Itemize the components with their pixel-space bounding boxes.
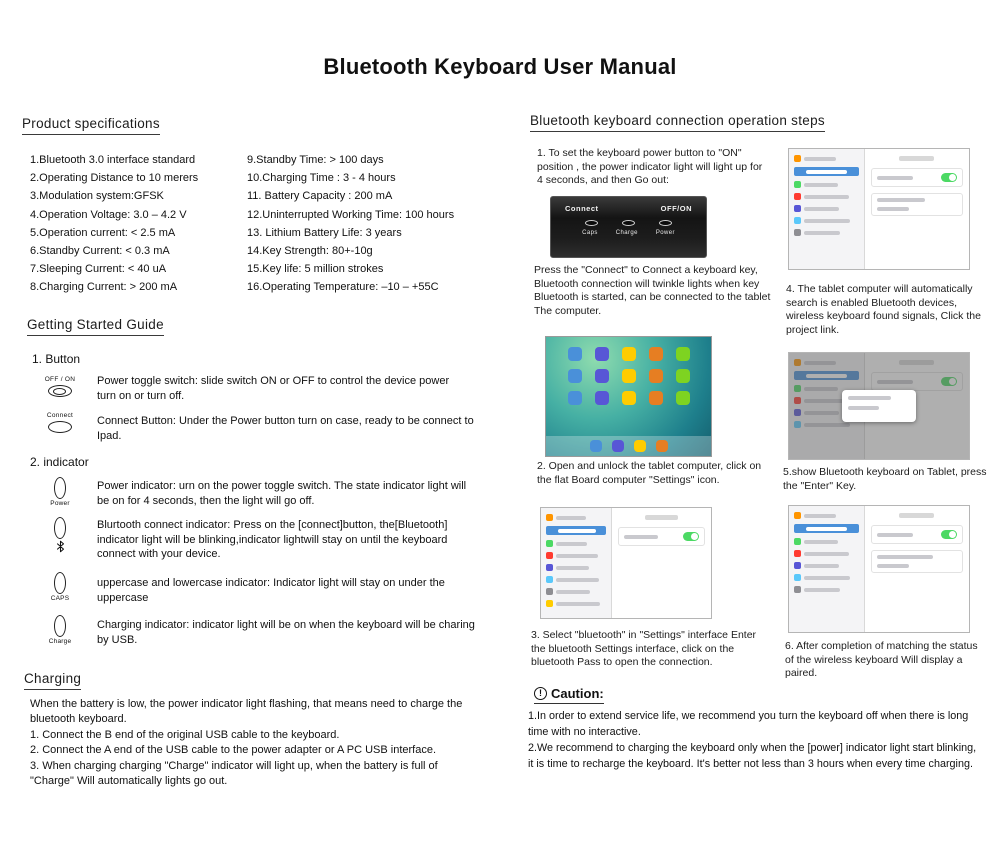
bluetooth-toggle-row	[871, 168, 963, 187]
mock-list-row	[794, 217, 859, 224]
step2-text: 2. Open and unlock the tablet computer, click on the flat Board computer "Settings" icon.	[537, 460, 762, 486]
bluetooth-toggle-row	[618, 527, 705, 546]
mock-setting-icon	[796, 168, 803, 175]
step4-text: 4. The tablet computer will automatically search is enabled Bluetooth devices, wireless keyboard found signals, Click the project link.	[786, 283, 981, 336]
home-app-icon	[656, 440, 668, 452]
home-app-icon	[595, 369, 609, 383]
mock-text-bar	[804, 195, 849, 199]
spec-item: 14.Key Strength: 80+-10g	[247, 245, 373, 258]
bluetooth-icon	[56, 540, 65, 553]
caution-paragraph: 1.In order to extend service life, we recommend you turn the keyboard off when there is long time with no interactive.	[528, 710, 969, 738]
panel-title-bar	[645, 515, 678, 520]
mock-text-bar	[804, 157, 836, 161]
mock-list-row	[794, 155, 859, 162]
spec-item: 3.Modulation system:GFSK	[30, 190, 164, 203]
mock-setting-icon	[548, 527, 555, 534]
charge-indicator-icon	[36, 615, 84, 645]
spec-item: 11. Battery Capacity : 200 mA	[247, 190, 393, 203]
mock-list-row	[546, 576, 606, 583]
power-toggle-icon-label: OFF / ON	[44, 376, 76, 383]
charging-paragraph: 1. Connect the B end of the original USB cable to the keyboard.	[30, 728, 340, 741]
mock-text-bar	[804, 588, 840, 592]
mock-text-bar	[877, 176, 913, 180]
mock-list-row	[794, 550, 859, 557]
mock-setting-icon	[794, 512, 801, 519]
spec-item: 4.Operation Voltage: 3.0 – 4.2 V	[30, 208, 187, 221]
step4-settings-screenshot	[788, 148, 970, 270]
mock-setting-icon	[794, 562, 801, 569]
mock-text-bar	[804, 514, 836, 518]
mock-text-bar	[556, 602, 600, 606]
led-window-icon	[54, 615, 66, 637]
mock-list-row	[794, 205, 859, 212]
home-app-icon	[649, 369, 663, 383]
spec-list-right	[247, 151, 485, 297]
mock-setting-icon	[794, 155, 801, 162]
pairing-dialog	[842, 390, 916, 422]
home-app-icon	[568, 391, 582, 405]
mock-text-bar	[624, 535, 658, 539]
mock-list-row	[794, 229, 859, 236]
spec-item: 7.Sleeping Current: < 40 uA	[30, 263, 167, 276]
spec-item: 5.Operation current: < 2.5 mA	[30, 226, 176, 239]
mock-text-bar	[556, 554, 598, 558]
mock-setting-icon	[794, 550, 801, 557]
spec-item: 8.Charging Current: > 200 mA	[30, 281, 178, 294]
bluetooth-indicator-icon	[36, 517, 84, 553]
settings-sidebar	[789, 149, 865, 269]
keyboard-buttons-photo	[550, 196, 707, 258]
keyboard-power-label: Power	[655, 230, 675, 236]
mock-setting-icon	[546, 552, 553, 559]
step6-paired-screenshot	[788, 505, 970, 633]
mock-text-bar	[804, 207, 839, 211]
spec-item: 16.Operating Temperature: –10 – +55C	[247, 281, 439, 294]
mock-list-row	[794, 193, 859, 200]
panel-title-bar	[899, 513, 934, 518]
caution-body	[528, 708, 984, 772]
devices-list	[871, 550, 963, 573]
home-app-icon	[595, 391, 609, 405]
spec-item: 12.Uninterrupted Working Time: 100 hours	[247, 208, 455, 221]
caps-indicator-label: CAPS	[50, 595, 70, 602]
mock-text-bar	[877, 207, 909, 211]
step1-text: 1. To set the keyboard power button to "ON" position , the power indicator light will light up for 4 seconds, and then Go out:	[537, 147, 763, 187]
mock-list-row	[546, 588, 606, 595]
mock-text-bar	[804, 576, 850, 580]
mock-setting-icon	[794, 217, 801, 224]
mock-setting-icon	[794, 229, 801, 236]
mock-setting-icon	[794, 181, 801, 188]
toggle-on	[683, 532, 699, 541]
home-app-icon	[622, 391, 636, 405]
caps-indicator-description: uppercase and lowercase indicator: Indicator light will stay on under the uppercase	[97, 577, 445, 604]
mock-text-bar	[806, 170, 847, 174]
mock-setting-icon	[794, 193, 801, 200]
step5-text: 5.show Bluetooth keyboard on Tablet, press the "Enter" Key.	[783, 466, 987, 492]
mock-list-row	[546, 540, 606, 547]
mock-text-bar	[848, 406, 879, 410]
mock-setting-icon	[546, 540, 553, 547]
mock-list-row	[794, 181, 859, 188]
keyboard-top-row	[551, 197, 706, 213]
step6-text: 6. After completion of matching the status of the wireless keyboard Will display a paired.	[785, 640, 978, 680]
home-app-icon	[649, 391, 663, 405]
mock-list-row	[546, 514, 606, 521]
bluetooth-toggle-row	[871, 525, 963, 544]
mock-text-bar	[804, 219, 850, 223]
keyboard-led	[585, 220, 598, 226]
mock-text-bar	[877, 198, 925, 202]
step3-settings-screenshot	[540, 507, 712, 619]
mock-list-row	[546, 526, 606, 535]
keyboard-label-row	[551, 230, 706, 236]
connect-button-icon	[36, 412, 84, 433]
section-heading-getting-started: Getting Started Guide	[27, 317, 164, 336]
mock-text-bar	[804, 564, 839, 568]
indicator-section-label: 2. indicator	[30, 455, 89, 469]
mock-text-bar	[556, 566, 589, 570]
mock-text-bar	[804, 540, 838, 544]
caps-indicator-icon	[36, 572, 84, 602]
mock-list-row	[794, 586, 859, 593]
mock-text-bar	[556, 542, 587, 546]
mock-list-row	[546, 564, 606, 571]
toggle-on	[941, 530, 957, 539]
led-window-icon	[54, 572, 66, 594]
connect-button-description: Connect Button: Under the Power button turn on case, ready to be connect to Ipad.	[97, 415, 474, 442]
home-app-icon	[568, 369, 582, 383]
mock-text-bar	[804, 231, 840, 235]
mock-text-bar	[556, 516, 586, 520]
keyboard-offon-label: OFF/ON	[660, 204, 692, 213]
settings-main-panel	[865, 149, 969, 269]
home-app-icon	[649, 347, 663, 361]
power-indicator-label: Power	[50, 500, 70, 507]
led-window-icon	[54, 517, 66, 539]
mock-setting-icon	[794, 586, 801, 593]
charging-paragraph: When the battery is low, the power indicator light flashing, that means need to charge the bluetooth keyboard.	[30, 698, 463, 726]
spec-item: 2.Operating Distance to 10 merers	[30, 172, 199, 185]
mock-list-row	[794, 538, 859, 545]
charging-paragraph: 2. Connect the A end of the USB cable to the power adapter or A PC USB interface.	[30, 744, 437, 757]
section-heading-charging: Charging	[24, 671, 81, 690]
connect-icon-label: Connect	[46, 412, 74, 419]
spec-item: 10.Charging Time : 3 - 4 hours	[247, 172, 396, 185]
charge-indicator-description: Charging indicator: indicator light will be on when the keyboard will be charing by USB.	[97, 619, 475, 646]
page-title: Bluetooth Keyboard User Manual	[323, 54, 677, 79]
settings-main-panel	[865, 506, 969, 632]
power-toggle-description: Power toggle switch: slide switch ON or OFF to control the device power turn on or turn off.	[97, 375, 450, 402]
home-app-icon	[622, 369, 636, 383]
power-indicator-icon	[36, 477, 84, 507]
step2-home-screenshot	[545, 336, 712, 457]
mock-text-bar	[558, 529, 596, 533]
home-dock	[546, 436, 711, 456]
charge-indicator-label: Charge	[48, 638, 72, 645]
charging-instructions	[30, 697, 477, 789]
home-app-icon	[590, 440, 602, 452]
spec-item: 9.Standby Time: > 100 days	[247, 154, 384, 166]
toggle-switch-oval-icon	[48, 385, 72, 397]
mock-setting-icon	[796, 525, 803, 532]
home-app-icon	[634, 440, 646, 452]
mock-text-bar	[848, 396, 891, 400]
mock-setting-icon	[794, 574, 801, 581]
step5-pairing-screenshot	[788, 352, 970, 460]
home-app-icon	[612, 440, 624, 452]
keyboard-led-row	[551, 220, 706, 226]
home-app-icon	[676, 369, 690, 383]
bluetooth-indicator-description: Blurtooth connect indicator: Press on the [connect]button, the[Bluetooth] indicator light will be blinking,indicator lightwill stay on until the keyboard connect with your device.	[97, 519, 448, 561]
keyboard-caps-label: Caps	[582, 230, 598, 236]
home-app-icon	[676, 347, 690, 361]
section-heading-connection-steps: Bluetooth keyboard connection operation steps	[530, 113, 825, 132]
mock-text-bar	[877, 555, 933, 559]
home-app-icon	[595, 347, 609, 361]
charging-paragraph: 3. When charging charging "Charge" indicator will light up, when the battery is full of "Charge" Will automatically lights go out.	[30, 759, 438, 788]
spec-item: 13. Lithium Battery Life: 3 years	[247, 226, 402, 239]
keyboard-charge-label: Charge	[615, 230, 638, 236]
toggle-on	[941, 173, 957, 182]
panel-title-bar	[899, 156, 934, 161]
mock-text-bar	[804, 552, 849, 556]
mock-text-bar	[806, 527, 847, 531]
mock-text-bar	[877, 533, 913, 537]
mock-list-row	[546, 600, 606, 607]
mock-text-bar	[556, 590, 590, 594]
keyboard-led	[659, 220, 672, 226]
spec-item: 15.Key life: 5 million strokes	[247, 263, 384, 276]
mock-list-row	[794, 512, 859, 519]
caution-heading	[534, 686, 604, 704]
spec-list-left	[30, 151, 245, 297]
power-toggle-switch-icon	[36, 376, 84, 397]
home-app-icon	[676, 391, 690, 405]
mock-setting-icon	[546, 576, 553, 583]
power-indicator-description: Power indicator: urn on the power toggle switch. The state indicator light will be on for 4 seconds, then the light will go off.	[97, 480, 467, 507]
caution-paragraph: 2.We recommend to charging the keyboard only when the [power] indicator light start blinking, it is time to recharge the keyboard. It's better not less than 3 hours when every time charging.	[528, 742, 977, 770]
mock-setting-icon	[546, 588, 553, 595]
settings-main-panel	[612, 508, 711, 618]
caution-exclamation-icon: !	[534, 687, 547, 700]
mock-text-bar	[804, 183, 838, 187]
mock-setting-icon	[794, 205, 801, 212]
home-app-grid	[546, 337, 711, 405]
button-section-label: 1. Button	[32, 352, 81, 366]
settings-sidebar	[541, 508, 612, 618]
connect-button-oval-icon	[48, 421, 72, 433]
mock-list-row	[794, 562, 859, 569]
devices-list	[871, 193, 963, 216]
home-app-icon	[622, 347, 636, 361]
section-heading-product-specifications: Product specifications	[22, 116, 160, 135]
home-app-icon	[568, 347, 582, 361]
keyboard-led	[622, 220, 635, 226]
keyboard-connect-label: Connect	[565, 204, 599, 213]
mock-list-row	[794, 167, 859, 176]
mock-list-row	[546, 552, 606, 559]
step1-after-text: Press the "Connect" to Connect a keyboard key, Bluetooth connection will twinkle lights when key Bluetooth is started, can be connected to the tablet The computer.	[534, 264, 771, 317]
step3-text: 3. Select "bluetooth" in "Settings" interface Enter the bluetooth Settings interface, click on the bluetooth Pass to open the connection.	[531, 629, 757, 669]
led-window-icon	[54, 477, 66, 499]
mock-text-bar	[556, 578, 599, 582]
spec-item: 6.Standby Current: < 0.3 mA	[30, 245, 170, 258]
mock-list-row	[794, 574, 859, 581]
mock-setting-icon	[546, 514, 553, 521]
settings-sidebar	[789, 506, 865, 632]
caution-heading-text: Caution:	[551, 686, 604, 701]
mock-setting-icon	[546, 564, 553, 571]
mock-setting-icon	[794, 538, 801, 545]
mock-list-row	[794, 524, 859, 533]
mock-text-bar	[877, 564, 909, 568]
mock-setting-icon	[546, 600, 553, 607]
spec-item: 1.Bluetooth 3.0 interface standard	[30, 154, 196, 166]
